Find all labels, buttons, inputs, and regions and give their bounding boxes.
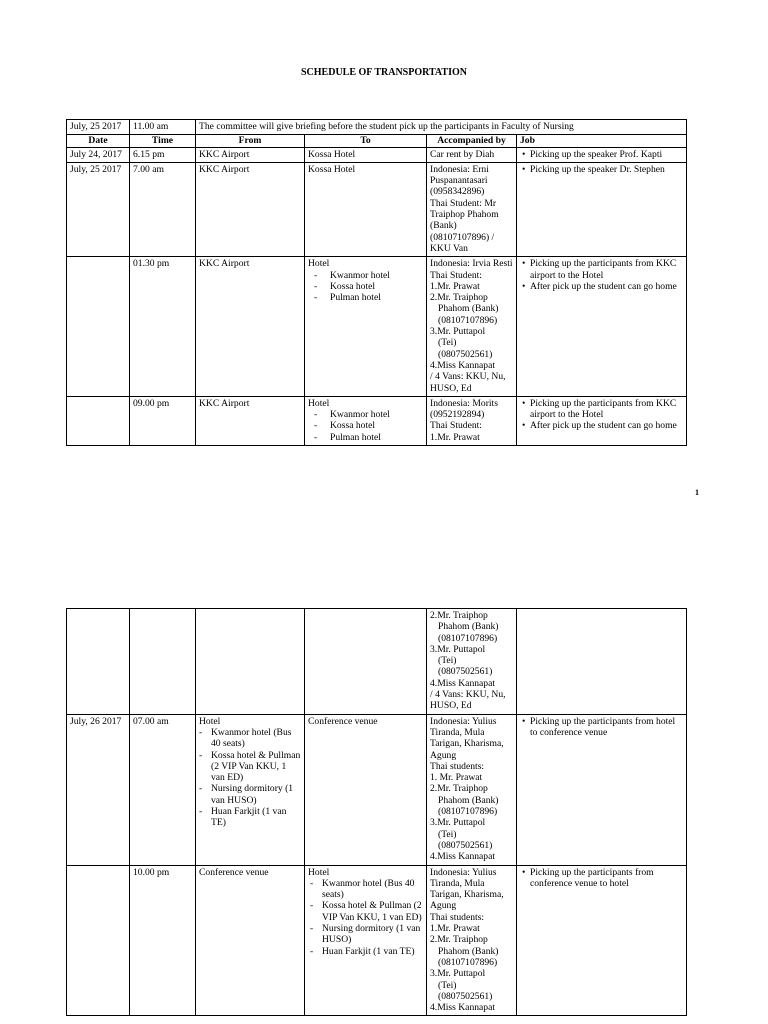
accompanied-line: (Tei) bbox=[438, 337, 457, 349]
accompanied-line: 3.Mr. Puttapol bbox=[430, 817, 486, 829]
cell-job bbox=[517, 396, 687, 445]
cell-from: Conference venue bbox=[196, 865, 305, 1016]
accompanied-line: Phahom (Bank) bbox=[438, 303, 499, 315]
accompanied-line: Indonesia: Morits (0952192894) bbox=[430, 397, 498, 421]
to-title: Hotel bbox=[308, 258, 330, 270]
to-title: Hotel bbox=[308, 866, 330, 878]
job-item: • Picking up the speaker Prof. Kapti bbox=[520, 149, 683, 160]
accompanied-line: Thai students: bbox=[430, 760, 485, 772]
accompanied-line: Thai Student: Mr Traiphop Phahom (Bank) (08107107896) / KKU Van bbox=[430, 197, 499, 254]
cell-time bbox=[130, 609, 196, 715]
page-number: 1 bbox=[695, 488, 699, 497]
briefing-date: July, 25 2017 bbox=[67, 120, 130, 135]
cell-time: 10.00 pm bbox=[130, 865, 196, 1016]
cell-date bbox=[67, 257, 130, 397]
cell-date bbox=[67, 609, 130, 715]
cell-accompanied bbox=[427, 865, 517, 1016]
accompanied-line: (08107107896) bbox=[438, 956, 498, 968]
job-item: • Picking up the participants from KKC airport to the Hotel bbox=[520, 398, 683, 421]
to-item: - Pulman hotel bbox=[308, 292, 423, 303]
cell-to: Kossa Hotel bbox=[305, 162, 427, 256]
cell-date bbox=[67, 865, 130, 1016]
accompanied-line: (08107107896) bbox=[438, 314, 498, 326]
transport-schedule-table-continued bbox=[66, 608, 687, 1016]
column-header-row bbox=[67, 135, 687, 147]
job-item: • Picking up the speaker Dr. Stephen bbox=[520, 164, 683, 175]
accompanied-line: Indonesia: Yulius Tiranda, Mula Tarigan, Kharisma, Agung bbox=[430, 866, 504, 912]
accompanied-line: / 4 Vans: KKU, Nu, HUSO, Ed bbox=[430, 371, 506, 394]
job-item: • After pick up the student can go home bbox=[520, 281, 683, 292]
accompanied-line: 4.Miss Kannapat bbox=[430, 359, 496, 371]
table-row bbox=[67, 257, 687, 397]
cell-to bbox=[305, 257, 427, 397]
cell-from: KKC Airport bbox=[196, 162, 305, 256]
cell-date: July, 26 2017 bbox=[67, 714, 130, 865]
cell-accompanied bbox=[427, 609, 517, 715]
col-header-from: From bbox=[196, 135, 305, 147]
accompanied-line: 3.Mr. Puttapol bbox=[430, 643, 486, 655]
accompanied-line: (0807502561) bbox=[438, 666, 493, 678]
to-item: - Huan Farkjit (1 van TE) bbox=[308, 946, 423, 957]
accompanied-line: 1.Mr. Prawat bbox=[430, 923, 480, 935]
accompanied-line: Phahom (Bank) bbox=[438, 621, 499, 633]
accompanied-line: 1. Mr. Prawat bbox=[430, 772, 483, 784]
cell-accompanied bbox=[427, 162, 517, 256]
briefing-time: 11.00 am bbox=[130, 120, 196, 135]
job-item: • Picking up the participants from conference venue to hotel bbox=[520, 867, 683, 890]
accompanied-line: / 4 Vans: KKU, Nu, HUSO, Ed bbox=[430, 689, 506, 712]
accompanied-line: Thai Student: bbox=[430, 420, 482, 432]
accompanied-line: Phahom (Bank) bbox=[438, 794, 499, 806]
cell-job bbox=[517, 609, 687, 715]
accompanied-line: Indonesia: Irvia Resti bbox=[430, 258, 513, 270]
cell-to bbox=[305, 865, 427, 1016]
accompanied-line: (08107107896) bbox=[438, 632, 498, 644]
from-item: - Huan Farkjit (1 van TE) bbox=[199, 806, 301, 829]
from-title: Hotel bbox=[199, 715, 221, 727]
col-header-to: To bbox=[305, 135, 427, 147]
job-item: • After pick up the student can go home bbox=[520, 420, 683, 431]
col-header-accompanied: Accompanied by bbox=[427, 135, 517, 147]
accompanied-line: (Tei) bbox=[438, 979, 457, 991]
col-header-date: Date bbox=[67, 135, 130, 147]
accompanied-line: 4.Miss Kannapat bbox=[430, 851, 496, 863]
accompanied-line: (0807502561) bbox=[438, 839, 493, 851]
accompanied-line: (Tei) bbox=[438, 655, 457, 667]
cell-time: 07.00 am bbox=[130, 714, 196, 865]
to-item: - Kossa hotel bbox=[308, 420, 423, 431]
accompanied-line: 1.Mr. Prawat bbox=[430, 431, 480, 443]
col-header-job: Job bbox=[517, 135, 687, 147]
from-item: - Kwanmor hotel (Bus 40 seats) bbox=[199, 727, 301, 750]
to-item: - Kwanmor hotel bbox=[308, 270, 423, 281]
cell-from: KKC Airport bbox=[196, 147, 305, 162]
table-row bbox=[67, 396, 687, 445]
job-item: • Picking up the participants from KKC airport to the Hotel bbox=[520, 258, 683, 281]
cell-accompanied bbox=[427, 257, 517, 397]
cell-date: July 24, 2017 bbox=[67, 147, 130, 162]
table-row bbox=[67, 714, 687, 865]
briefing-text: The committee will give briefing before the student pick up the participants in Faculty of Nursing bbox=[196, 120, 687, 135]
col-header-time: Time bbox=[130, 135, 196, 147]
to-item: - Kwanmor hotel bbox=[308, 409, 423, 420]
cell-accompanied bbox=[427, 147, 517, 162]
accompanied-line: 3.Mr. Puttapol bbox=[430, 968, 486, 980]
accompanied-line: Indonesia: Yulius Tiranda, Mula Tarigan, Kharisma, Agung bbox=[430, 715, 504, 761]
cell-job bbox=[517, 257, 687, 397]
from-item: - Kossa hotel & Pullman (2 VIP Van KKU, 1 van ED) bbox=[199, 750, 301, 784]
accompanied-line: Thai students: bbox=[430, 911, 485, 923]
cell-to bbox=[305, 396, 427, 445]
accompanied-line: 4.Miss Kannapat bbox=[430, 677, 496, 689]
cell-accompanied bbox=[427, 714, 517, 865]
accompanied-line: (Tei) bbox=[438, 828, 457, 840]
to-item: - Kossa hotel & Pullman (2 VIP Van KKU, 1 van ED) bbox=[308, 900, 423, 923]
to-item: - Kossa hotel bbox=[308, 281, 423, 292]
accompanied-line: Thai Student: bbox=[430, 269, 482, 281]
briefing-row bbox=[67, 120, 687, 135]
accompanied-line: (0807502561) bbox=[438, 990, 493, 1002]
accompanied-line: Phahom (Bank) bbox=[438, 945, 499, 957]
cell-to bbox=[305, 609, 427, 715]
accompanied-line: 2.Mr. Traiphop bbox=[430, 292, 488, 304]
cell-from bbox=[196, 609, 305, 715]
accompanied-line: 2.Mr. Traiphop bbox=[430, 934, 488, 946]
to-title: Hotel bbox=[308, 397, 330, 409]
cell-from: KKC Airport bbox=[196, 257, 305, 397]
cell-accompanied bbox=[427, 396, 517, 445]
accompanied-line: 4.Miss Kannapat bbox=[430, 1002, 496, 1014]
table-row bbox=[67, 147, 687, 162]
to-item: - Kwanmor hotel (Bus 40 seats) bbox=[308, 878, 423, 901]
cell-time: 7.00 am bbox=[130, 162, 196, 256]
to-item: - Pulman hotel bbox=[308, 432, 423, 443]
cell-to: Conference venue bbox=[305, 714, 427, 865]
cell-to: Kossa Hotel bbox=[305, 147, 427, 162]
cell-from bbox=[196, 714, 305, 865]
job-item: • Picking up the participants from hotel to conference venue bbox=[520, 716, 683, 739]
cell-date: July, 25 2017 bbox=[67, 162, 130, 256]
cell-job bbox=[517, 714, 687, 865]
accompanied-line: Car rent by Diah bbox=[430, 148, 495, 160]
accompanied-line: 2.Mr. Traiphop bbox=[430, 783, 488, 795]
accompanied-line: (08107107896) bbox=[438, 806, 498, 818]
cell-job bbox=[517, 162, 687, 256]
accompanied-line: 1.Mr. Prawat bbox=[430, 280, 480, 292]
to-item: - Nursing dormitory (1 van HUSO) bbox=[308, 923, 423, 946]
cell-date bbox=[67, 396, 130, 445]
transport-schedule-table bbox=[66, 119, 687, 446]
accompanied-line: 2.Mr. Traiphop bbox=[430, 610, 488, 621]
cell-from: KKC Airport bbox=[196, 396, 305, 445]
cell-job bbox=[517, 865, 687, 1016]
cell-time: 09.00 pm bbox=[130, 396, 196, 445]
accompanied-line: (0807502561) bbox=[438, 348, 493, 360]
table-row-continued bbox=[67, 609, 687, 715]
document-title: SCHEDULE OF TRANSPORTATION bbox=[301, 67, 467, 78]
table-row bbox=[67, 865, 687, 1016]
cell-time: 01.30 pm bbox=[130, 257, 196, 397]
cell-time: 6.15 pm bbox=[130, 147, 196, 162]
accompanied-line: 3.Mr. Puttapol bbox=[430, 326, 486, 338]
table-row bbox=[67, 162, 687, 256]
from-item: - Nursing dormitory (1 van HUSO) bbox=[199, 783, 301, 806]
accompanied-line: Indonesia: Erni Puspanantasari (0958342896) bbox=[430, 163, 489, 198]
cell-job bbox=[517, 147, 687, 162]
